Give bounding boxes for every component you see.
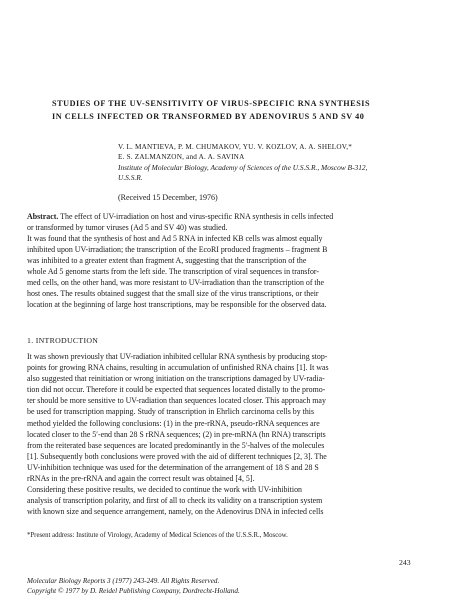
- abstract-line: It was found that the synthesis of host and Ad 5 RNA in infected KB cells was almost equally: [27, 234, 323, 244]
- journal-line-2: Copyright © 1977 by D. Reidel Publishing Company, Dordrecht-Holland.: [27, 586, 240, 595]
- body-line: ter should be more sensitive to UV-radiation than sequences located closer. This approach may: [27, 396, 326, 406]
- body-line: tion did not occur. Therefore it could be expected that sequences located distally to the promo-: [27, 385, 326, 395]
- abstract-line: or transformed by tumor viruses (Ad 5 and SV 40) was studied.: [27, 223, 228, 233]
- abstract-line: inhibited upon UV-irradiation; the transcription of the EcoRI produced fragments – fragment B: [27, 245, 328, 255]
- author-line-1: V. L. MANTIEVA, P. M. CHUMAKOV, YU. V. KOZLOV, A. A. SHELOV,*: [118, 143, 353, 151]
- body-line: located closer to the 5′-end than 28 S rRNA sequences; (2) in pre-mRNA (hn RNA) transcripts: [27, 429, 326, 439]
- journal-citation: [27, 577, 240, 596]
- received-date: (Received 15 December, 1976): [118, 193, 218, 202]
- journal-line-1: Molecular Biology Reports 3 (1977) 243-249. All Rights Reserved.: [27, 577, 220, 585]
- abstract-line: med cells, on the other hand, was more resistant to UV-irradiation than the transcription of the: [27, 278, 325, 288]
- section-body: [27, 351, 427, 517]
- body-line: rRNAs in the pre-rRNA and again the correct result was obtained [4, 5].: [27, 474, 255, 484]
- article-title: [52, 97, 432, 123]
- affiliation-line-1: Institute of Molecular Biology, Academy of Sciences of the U.S.S.R., Moscow B-312,: [118, 162, 368, 172]
- body-line: be used for transcription mapping. Study of transcription in Ehrlich carcinoma cells by this: [27, 407, 315, 417]
- abstract-label: Abstract.: [27, 212, 59, 221]
- abstract-line: location at the beginning of large host transcriptions, may be responsible for the observed data.: [27, 300, 327, 310]
- footnote: *Present address: Institute of Virology, Academy of Medical Sciences of the U.S.S.R., Moscow.: [27, 532, 288, 539]
- title-line-2: IN CELLS INFECTED OR TRANSFORMED BY ADENOVIRUS 5 AND SV 40: [52, 112, 365, 121]
- abstract: [27, 211, 427, 310]
- body-line: with known size and sequence arrangement, namely, on the Adenovirus DNA in infected cells: [27, 507, 324, 517]
- body-line: [1]. Subsequently both conclusions were proved with the aid of different techniques [2, 3]. The: [27, 451, 327, 461]
- body-line: points for growing RNA chains, resulting in accumulation of unfinished RNA chains [1]. It was: [27, 363, 329, 373]
- abstract-line: Abstract. The effect of UV-irradiation on host and virus-specific RNA synthesis in cells infected: [27, 212, 334, 221]
- title-line-1: STUDIES OF THE UV-SENSITIVITY OF VIRUS-SPECIFIC RNA SYNTHESIS: [52, 99, 371, 108]
- abstract-line: whole Ad 5 genome starts from the left side. The transcription of viral sequences in transfor-: [27, 267, 320, 277]
- section-heading: 1. INTRODUCTION: [27, 336, 99, 345]
- body-line: analysis of transcription polarity, and first of all to check its validity on a transcription system: [27, 496, 323, 506]
- author-line-2: E. S. ZALMANZON, and A. A. SAVINA: [118, 153, 245, 162]
- page-number: 243: [399, 558, 411, 567]
- abstract-line: was inhibited to a greater extent than fragment A, suggesting that the transcription of the: [27, 256, 307, 266]
- body-line: method yielded the following conclusions: (1) in the pre-rRNA, pseudo-rRNA sequences are: [27, 418, 320, 428]
- body-line: also suggested that reinitiation or wrong initiation on the transcriptions damaged by UV-radia-: [27, 374, 325, 384]
- body-line: UV-inhibition technique was used for the determination of the arrangement of 18 S and 28 S: [27, 462, 319, 472]
- body-line: It was shown previously that UV-radiation inhibited cellular RNA synthesis by producing stop-: [27, 352, 328, 361]
- affiliation-line-2: U.S.S.R.: [118, 173, 143, 183]
- body-line: from the reiterated base sequences are located predominantly in the 5′-halves of the molecules: [27, 440, 325, 450]
- abstract-line: host ones. The results obtained suggest that the small size of the virus transcriptions, or their: [27, 289, 319, 299]
- author-block: [118, 142, 438, 184]
- body-line: Considering these positive results, we decided to continue the work with UV-inhibition: [27, 485, 302, 495]
